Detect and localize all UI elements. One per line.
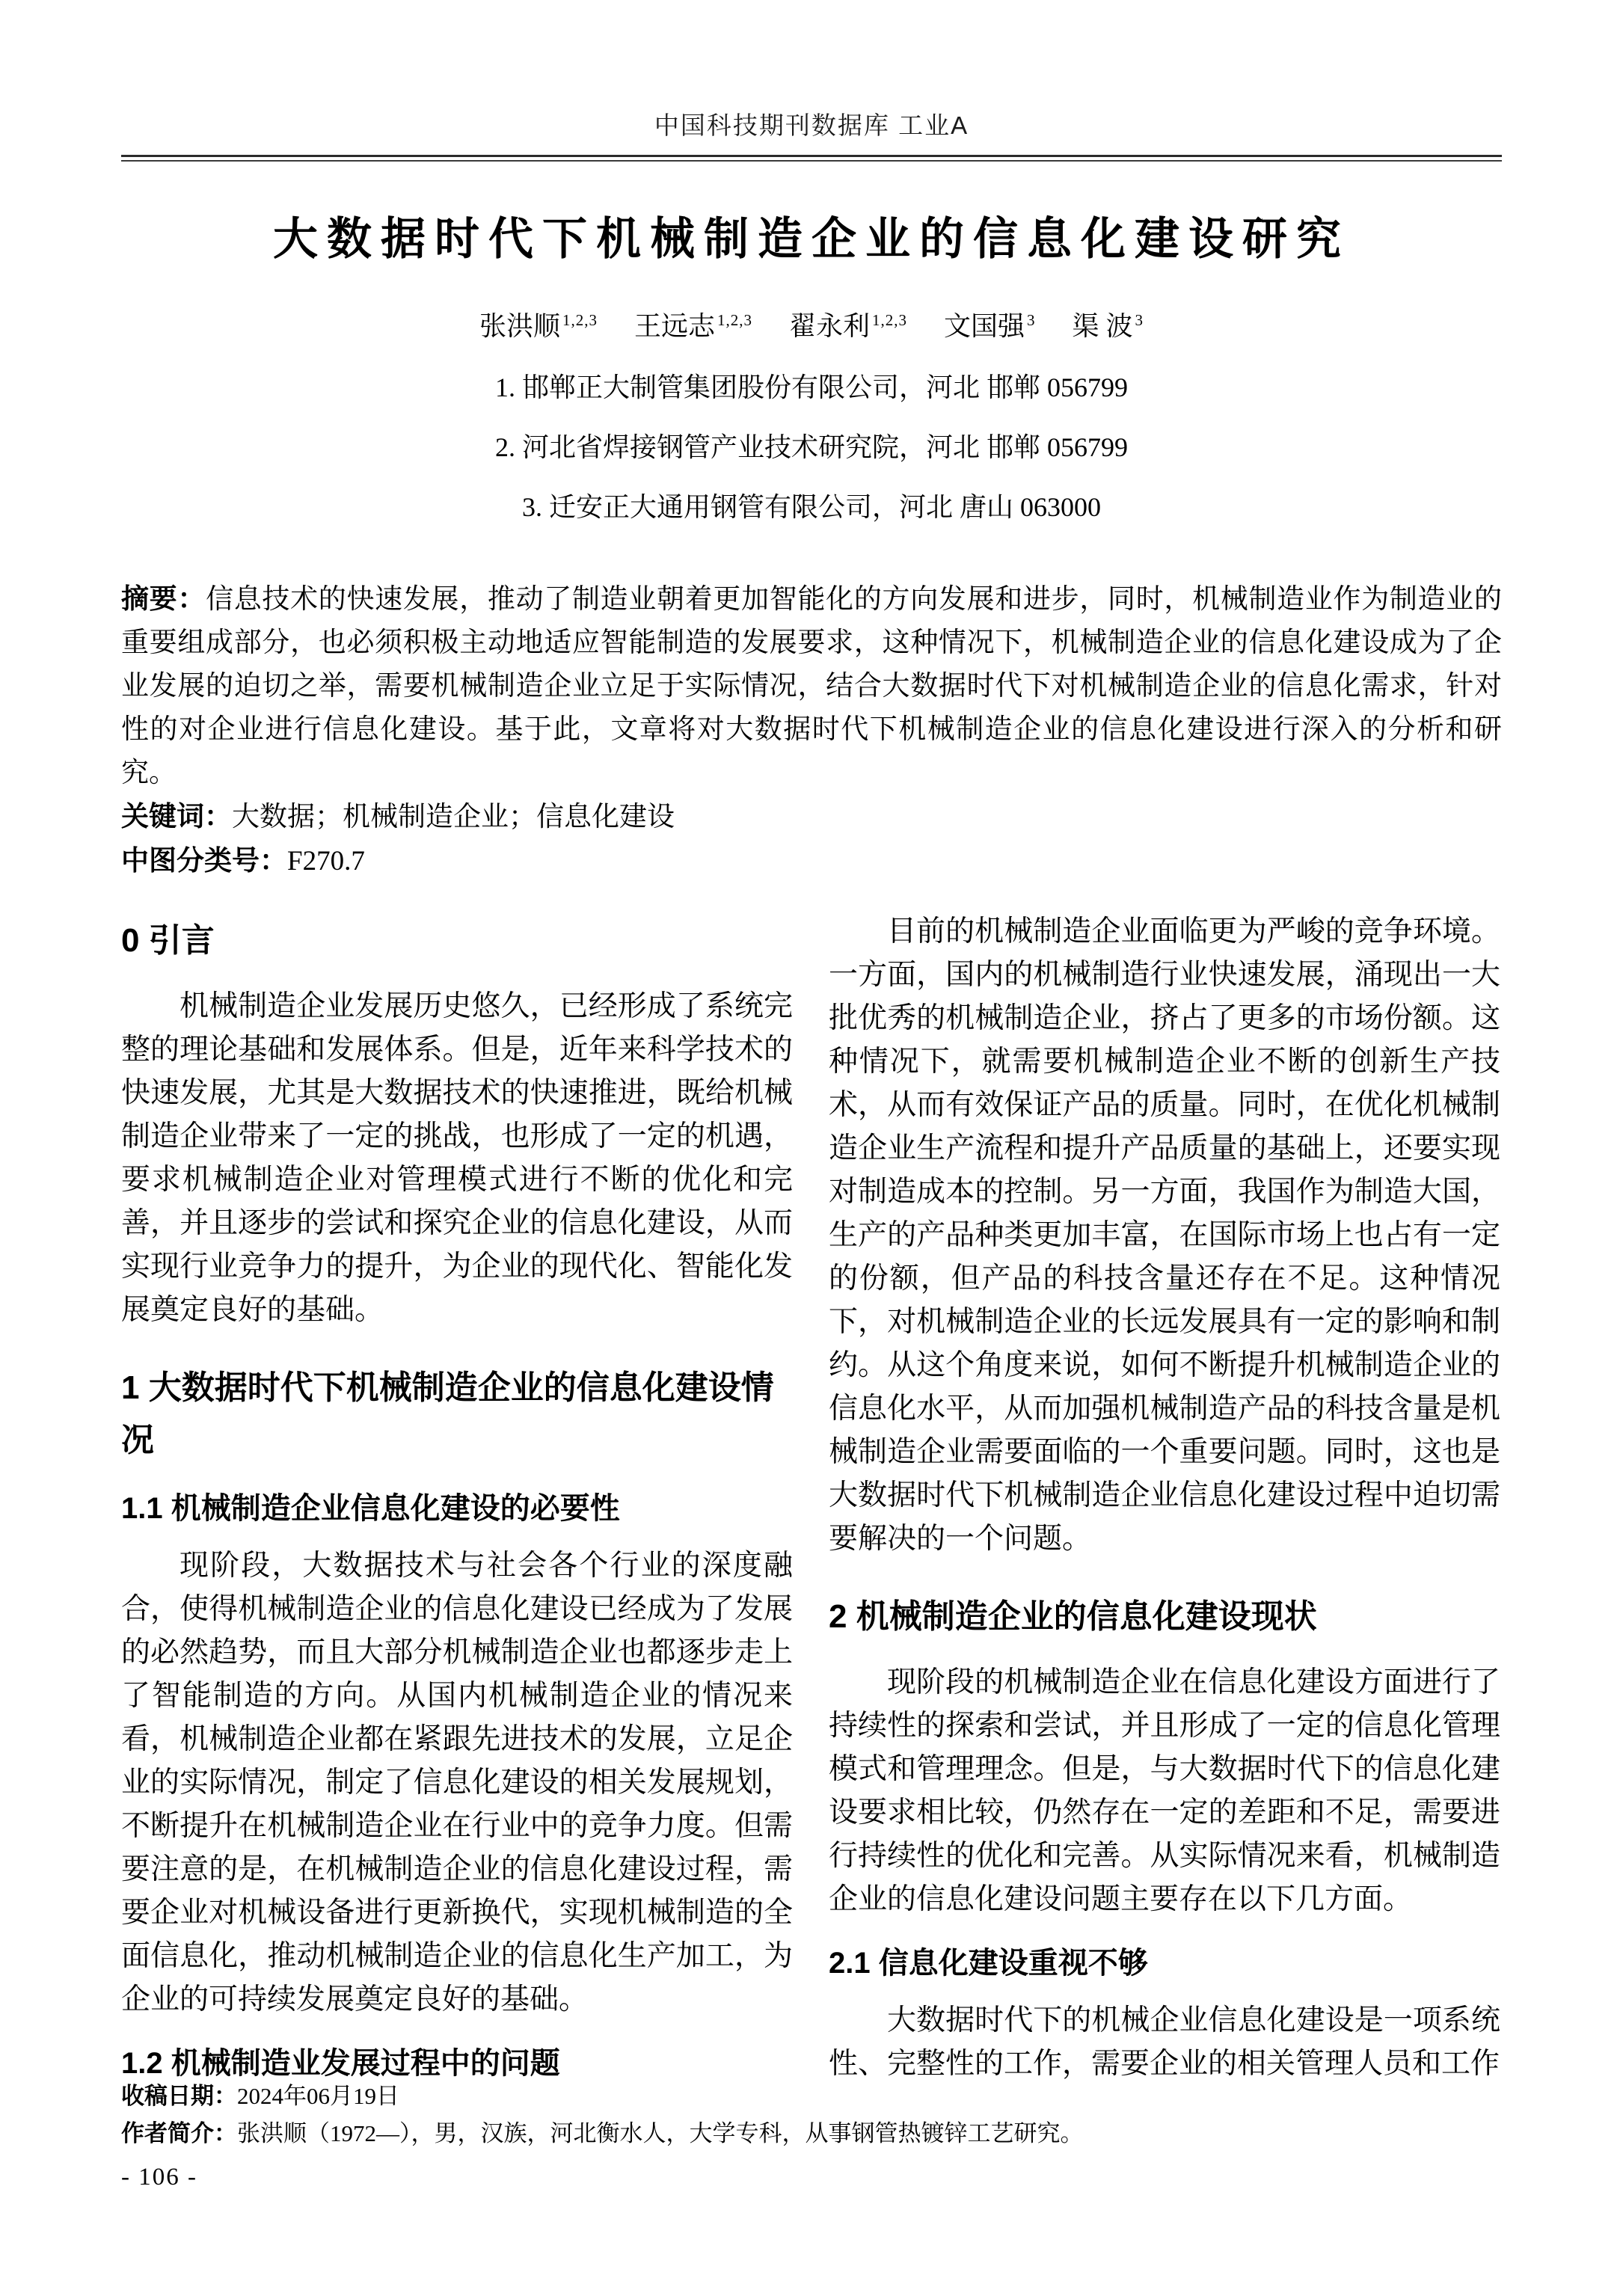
section-heading-1: 1 大数据时代下机械制造企业的信息化建设情况 (121, 1369, 774, 1458)
section-heading-1-1: 1.1 机械制造企业信息化建设的必要性 (121, 1492, 620, 1525)
keywords-line (121, 795, 1502, 839)
right-column (829, 910, 1500, 2086)
author-3-affil-sup: 1,2,3 (872, 311, 907, 329)
received-date-line (121, 2078, 1502, 2115)
author-4 (944, 311, 1036, 341)
author-bio-label: 作者简介： (121, 2120, 237, 2146)
two-column-body (121, 910, 1502, 2086)
author-2-affil-sup: 1,2,3 (717, 311, 752, 329)
page-number: - 106 - (121, 2164, 197, 2191)
section-0-paragraph: 机械制造企业发展历史悠久，已经形成了系统完整的理论基础和发展体系。但是，近年来科学技术的快速发展，尤其是大数据技术的快速推进，既给机械制造企业带来了一定的挑战，也形成了一定的机遇，要求机械制造企业对管理模式进行不断的优化和完善，并且逐步的尝试和探究企业的信息化建设，从而实现行业竞争力的提升，为企业的现代化、智能化发展奠定良好的基础。 (121, 990, 793, 1326)
clc-label: 中图分类号： (121, 845, 287, 876)
section-1-1-paragraph: 现阶段，大数据技术与社会各个行业的深度融合，使得机械制造企业的信息化建设已经成为了发展的必然趋势，而且大部分机械制造企业也都逐步走上了智能制造的方向。从国内机械制造企业的情况来看，机械制造企业都在紧跟先进技术的发展，立足企业的实际情况，制定了信息化建设的相关发展规划，不断提升在机械制造企业在行业中的竞争力度。但需要注意的是，在机械制造企业的信息化建设过程，需要企业对机械设备进行更新换代，实现机械制造的全面信息化，推动机械制造企业的信息化生产加工，为企业的可持续发展奠定良好的基础。 (121, 1550, 793, 2016)
author-2-name: 王远志 (633, 311, 715, 341)
author-5-name: 渠 波 (1072, 311, 1133, 341)
author-2 (634, 311, 752, 341)
left-column (121, 910, 793, 2084)
received-date-value: 2024年06月19日 (237, 2083, 399, 2109)
author-4-affil-sup: 3 (1027, 311, 1036, 329)
keywords-label: 关键词： (121, 801, 232, 832)
section-2-1-paragraph: 大数据时代下的机械企业信息化建设是一项系统性、完整性的工作，需要企业的相关管理人员和工作 (829, 2004, 1500, 2080)
section-heading-0: 0 引言 (121, 922, 215, 959)
journal-header: 中国科技期刊数据库 工业A (654, 111, 969, 139)
abstract-text: 信息技术的快速发展，推动了制造业朝着更加智能化的方向发展和进步，同时，机械制造业作为制造业的重要组成部分，也必须积极主动地适应智能制造的发展要求，这种情况下，机械制造企业的信息化建设成为了企业发展的迫切之举，需要机械制造企业立足于实际情况，结合大数据时代下对机械制造企业的信息化需求，针对性的对企业进行信息化建设。基于此，文章将对大数据时代下机械制造企业的信息化建设进行深入的分析和研究。 (121, 584, 1502, 788)
section-2-paragraph: 现阶段的机械制造企业在信息化建设方面进行了持续性的探索和尝试，并且形成了一定的信息化管理模式和管理理念。但是，与大数据时代下的信息化建设要求相比较，仍然存在一定的差距和不足，需要进行持续性的优化和完善。从实际情况来看，机械制造企业的信息化建设问题主要存在以下几方面。 (829, 1666, 1500, 1915)
clc-value: F270.7 (287, 846, 365, 877)
author-3 (789, 311, 907, 341)
affiliation-3: 3. 迁安正大通用钢管有限公司，河北 唐山 063000 (521, 492, 1101, 522)
affiliation-1: 1. 邯郸正大制管集团股份有限公司，河北 邯郸 056799 (494, 372, 1128, 402)
received-date-label: 收稿日期： (121, 2083, 237, 2109)
page-footer (121, 2078, 1502, 2196)
author-1 (479, 311, 598, 341)
header-rule (121, 155, 1502, 162)
affiliation-2: 2. 河北省焊接钢管产业技术研究院，河北 邯郸 056799 (494, 432, 1128, 462)
author-5 (1073, 311, 1144, 341)
author-1-affil-sup: 1,2,3 (562, 311, 598, 329)
author-5-affil-sup: 3 (1135, 311, 1144, 329)
author-line (121, 299, 1502, 347)
abstract-label: 摘要： (121, 583, 206, 614)
author-bio-line (121, 2115, 1502, 2152)
clc-line (121, 839, 1502, 883)
abstract-paragraph (121, 577, 1502, 795)
section-heading-1-2: 1.2 机械制造业发展过程中的问题 (121, 2047, 560, 2080)
keywords-text: 大数据；机械制造企业；信息化建设 (232, 802, 675, 832)
section-heading-2: 2 机械制造企业的信息化建设现状 (829, 1598, 1317, 1635)
author-bio-value: 张洪顺（1972—），男，汉族，河北衡水人，大学专科，从事钢管热镀锌工艺研究。 (237, 2120, 1084, 2146)
author-3-name: 翟永利 (788, 311, 870, 341)
section-heading-2-1: 2.1 信息化建设重视不够 (829, 1947, 1148, 1980)
section-1-2-paragraph: 目前的机械制造企业面临更为严峻的竞争环境。一方面，国内的机械制造行业快速发展，涌现出一大批优秀的机械制造企业，挤占了更多的市场份额。这种情况下，就需要机械制造企业不断的创新生产技术，从而有效保证产品的质量。同时，在优化机械制造企业生产流程和提升产品质量的基础上，还要实现对制造成本的控制。另一方面，我国作为制造大国，生产的产品种类更加丰富，在国际市场上也占有一定的份额，但产品的科技含量还存在不足。这种情况下，对机械制造企业的长远发展具有一定的影响和制约。从这个角度来说，如何不断提升机械制造企业的信息化水平，从而加强机械制造产品的科技含量是机械制造企业需要面临的一个重要问题。同时，这也是大数据时代下机械制造企业信息化建设过程中迫切需要解决的一个问题。 (829, 915, 1500, 1555)
affiliations (121, 357, 1502, 537)
author-1-name: 张洪顺 (479, 311, 560, 341)
article-title: 大数据时代下机械制造企业的信息化建设研究 (273, 214, 1350, 264)
author-4-name: 文国强 (944, 311, 1025, 341)
